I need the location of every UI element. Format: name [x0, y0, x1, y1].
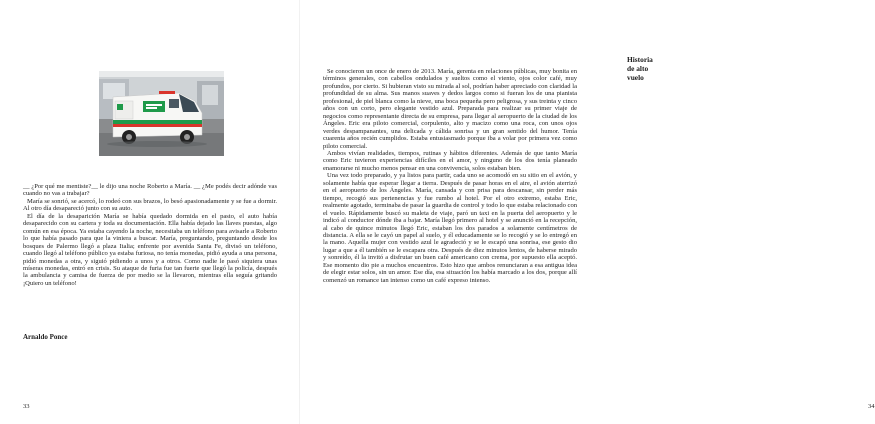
page-number-right: 34: [868, 403, 875, 410]
right-paragraph-1: Se conocieron un once de enero de 2013. María, gerenta en relaciones públicas, muy bonita en términos generales, con cabellos ondulados y sueltos como el viento, ojos color café, muy profundos, por cierto. Si hubieran visto su mirada al sol, podrían haber apreciado con claridad la profundidad de su alma. Sus manos suaves y dedos largos como si fueran los de una pianista profesional, de piel blanca como la nieve, una boca pequeña pero peligrosa, y sus treinta y cinco años con un corto, pero elegante vestido azul. Preparada para realizar su primer viaje de negocios como representante directa de su empresa, para llegar al aeropuerto de la ciudad de los Ángeles. Eric era piloto comercial, corpulento, alto y macizo como una roca, con unos ojos verdes despampanantes, una delicada y cálida sonrisa y un gran sentido del humor. Tenía cuarenta años recién cumplidos. Estaba entusiasmado porque iba a volar por primera vez como piloto comercial.: [323, 68, 577, 150]
left-paragraph-2: María se sonrió, se acercó, lo rodeó con sus brazos, lo besó apasionadamente y se fue a dormir. Al otro día desapareció junto con su auto.: [23, 197, 277, 213]
ambulance-photo: [99, 71, 224, 156]
author-signature: Arnaldo Ponce: [23, 333, 68, 341]
right-paragraph-3: Una vez todo preparado, y ya listos para partir, cada uno se acomodó en su sitio en el avión, y solamente había que esperar llegar a tierra. Después de pasar horas en el aire, el avión aterrizó en el aeropuerto de los Ángeles. María, cansada y con prisa para descansar, sin perder más tiempo, recogió sus pertenencias y fue rumbo al hotel. Por el otro extremo, estaba Eric, realmente agotado, terminaba de pasar la guardia de control y todo lo que estaba relacionado con el vuelo. Rápidamente buscó su maleta de viaje, paró un taxi en la puerta del aeropuerto y le indicó al conductor dónde iba a bajar. María llegó primero al hotel y se anunció en la recepción, al cabo de quince minutos llegó Eric, estaban los dos parados a solamente centímetros de distancia. A ella se le cayó un papel al suelo, y él educadamente se lo recogió y se lo entregó en la mano. Aquella mujer con vestido azul le agradeció y se le escapó una sonrisa, ese gesto dio lugar a que a él también se le escapara otra. Después de diez minutos lentos, de haberse mirado y sonreído, él la invitó a disfrutar un buen café americano con crema, por supuesto ella aceptó. Ese momento dio pie a muchos encuentros. Esto hizo que ambos renunciaran a esa antigua idea de elegir estar solos, sin un amor. Ese día, esa situación los había marcado a los dos, porque allí comenzó un romance tan intenso como un café expreso intenso.: [323, 172, 577, 284]
ambulance-icon: [99, 71, 224, 156]
page-number-left: 33: [23, 403, 30, 410]
left-paragraph-1: __ ¿Por qué me mentiste?__ le dijo una noche Roberto a María. __ ¿Me podés decir adónde vas cuando no vas a trabajar?: [23, 183, 277, 198]
right-paragraph-2: Ambos vivían realidades, tiempos, rutinas y hábitos diferentes. Además de que tanto María como Eric tuvieron experiencias difíciles en el amor, y ninguno de los dos tenía planeado enamorarse ni mucho menos pensar en una convivencia, solos estaban bien.: [323, 149, 577, 172]
left-paragraph-3: El día de la desaparición María se había quedado dormida en el pasto, el auto había desaparecido con su cartera y toda su documentación. Ella había dejado las llaves puestas, algo común en esa época. Ya estaba cayendo la noche, necesitaba un teléfono para avisarle a Roberto lo que había pasado para que la viniera a buscar. María, preguntando, preguntando desde los bosques de Palermo llegó a plaza Italia; enfrente por avenida Santa Fe, divisó un teléfono, cuando llegó al teléfono público ya estaba furiosa, no tenía monedas, pidió ayuda a una persona, pidió monedas a otra, y siguió pidiendo a unos y a otros. Como nadie le pasó siquiera unas míseras monedas, entró en crisis. Su ataque de furia fue tan fuerte que llegó la policía, después la ambulancia y camisa de fuerza de por medio se la llevaron, mientras ella seguía gritando ¡Quiero un teléfono!: [23, 212, 277, 287]
right-page-text: [323, 68, 577, 284]
left-page-text: [23, 183, 277, 287]
story-title: Historia de alto vuelo: [627, 55, 653, 82]
left-page: [0, 0, 300, 424]
